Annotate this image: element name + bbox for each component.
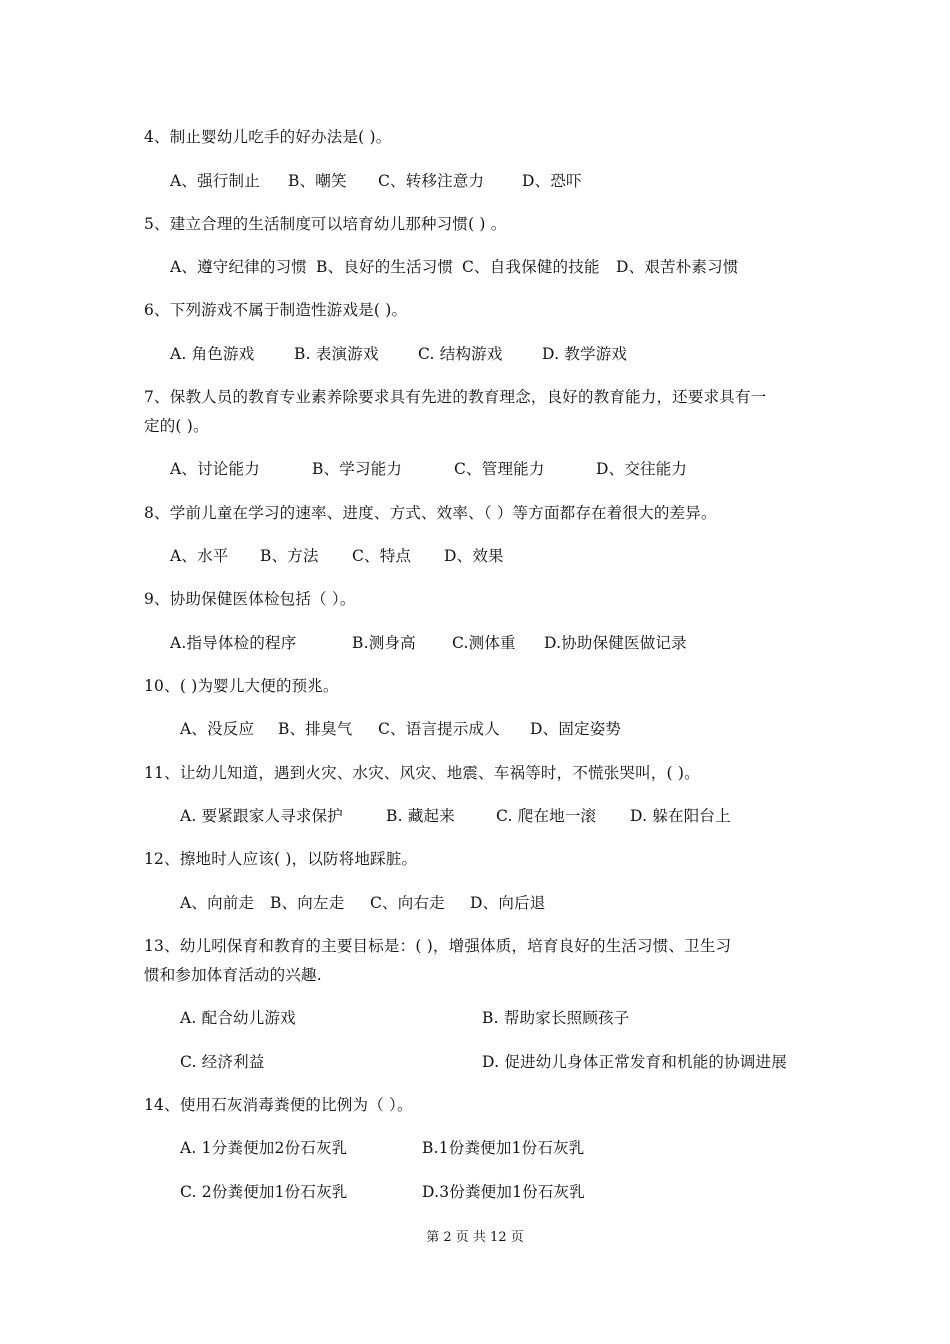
question-14-option-c: C. 2份粪便加1份石灰乳 [180, 1183, 348, 1201]
option: D. 教学游戏 [542, 345, 628, 363]
question-12-options [180, 893, 545, 913]
option: A、没反应 [180, 720, 255, 738]
question-14-stem: 14、使用石灰消毒粪便的比例为（ ）。 [144, 1096, 413, 1114]
option: D、艰苦朴素习惯 [616, 258, 739, 276]
option: B.测身高 [352, 634, 416, 652]
option: B、嘲笑 [288, 172, 347, 190]
question-14-option-a: A. 1分粪便加2份石灰乳 [180, 1139, 348, 1157]
question-8-options [170, 546, 504, 566]
option: B. 表演游戏 [294, 345, 379, 363]
option: C、转移注意力 [378, 172, 485, 190]
option: B、良好的生活习惯 [316, 258, 454, 276]
option: D、效果 [444, 547, 504, 565]
question-7-stem-line-2: 定的( )。 [144, 417, 209, 435]
question-13-option-a: A. 配合幼儿游戏 [180, 1009, 296, 1027]
question-13-option-d: D. 促进幼儿身体正常发育和机能的协调进展 [482, 1053, 787, 1071]
option: D. 躲在阳台上 [630, 807, 731, 825]
question-4-stem: 4、制止婴幼儿吃手的好办法是( )。 [144, 128, 392, 146]
question-11-options [180, 806, 731, 826]
option: C、管理能力 [454, 460, 545, 478]
question-13-option-c: C. 经济利益 [180, 1053, 265, 1071]
question-10-options [180, 719, 621, 739]
question-8-stem: 8、学前儿童在学习的速率、进度、方式、效率、（ ）等方面都存在着很大的差异。 [144, 504, 717, 522]
option: D、交往能力 [596, 460, 688, 478]
question-7-stem-line-1: 7、保教人员的教育专业素养除要求具有先进的教育理念，良好的教育能力，还要求具有一 [144, 388, 767, 406]
question-13-stem-line-1: 13、幼儿吲保育和教育的主要目标是：( )，增强体质，培育良好的生活习惯、卫生习 [144, 937, 732, 955]
option: C、特点 [352, 547, 412, 565]
question-14-option-b: B.1份粪便加1份石灰乳 [422, 1139, 585, 1157]
question-6-options [170, 344, 627, 364]
option: B、方法 [260, 547, 319, 565]
option: B、向左走 [270, 894, 345, 912]
question-4-options [170, 171, 582, 191]
option: A.指导体检的程序 [170, 634, 297, 652]
question-12-stem: 12、擦地时人应该( )，以防将地踩脏。 [144, 850, 418, 868]
option: C、自我保健的技能 [462, 258, 600, 276]
question-6-stem: 6、下列游戏不属于制造性游戏是( )。 [144, 301, 408, 319]
option: D、固定姿势 [530, 720, 622, 738]
option: B、学习能力 [312, 460, 403, 478]
option: A、遵守纪律的习惯 [170, 258, 307, 276]
page-number-footer: 第 2 页 共 12 页 [426, 1230, 524, 1245]
question-7-options [170, 459, 687, 479]
question-5-options [170, 257, 739, 277]
option: C.测体重 [452, 634, 516, 652]
question-14-option-d: D.3份粪便加1份石灰乳 [422, 1183, 585, 1201]
option: A、向前走 [180, 894, 255, 912]
option: C. 爬在地一滚 [496, 807, 597, 825]
question-10-stem: 10、( )为婴儿大便的预兆。 [144, 677, 339, 695]
question-5-stem: 5、建立合理的生活制度可以培育幼儿那种习惯( ) 。 [144, 215, 507, 233]
option: B、排臭气 [278, 720, 353, 738]
question-9-options [170, 633, 687, 653]
option: C. 结构游戏 [418, 345, 503, 363]
option: A. 角色游戏 [170, 345, 255, 363]
option: B. 藏起来 [386, 807, 455, 825]
option: A、水平 [170, 547, 229, 565]
question-9-stem: 9、协助保健医体检包括（ ）。 [144, 590, 356, 608]
option: D、向后退 [470, 894, 546, 912]
question-11-stem: 11、让幼儿知道，遇到火灾、水灾、风灾、地震、车祸等时，不慌张哭叫，( )。 [144, 764, 700, 782]
question-13-option-b: B. 帮助家长照顾孩子 [482, 1009, 630, 1027]
option: D、恐吓 [522, 172, 582, 190]
option: A、讨论能力 [170, 460, 260, 478]
option: D.协助保健医做记录 [544, 634, 687, 652]
option: C、语言提示成人 [378, 720, 500, 738]
option: C、向右走 [370, 894, 445, 912]
option: A、强行制止 [170, 172, 260, 190]
question-13-stem-line-2: 惯和参加体育活动的兴趣. [144, 966, 322, 984]
option: A. 要紧跟家人寻求保护 [180, 807, 343, 825]
